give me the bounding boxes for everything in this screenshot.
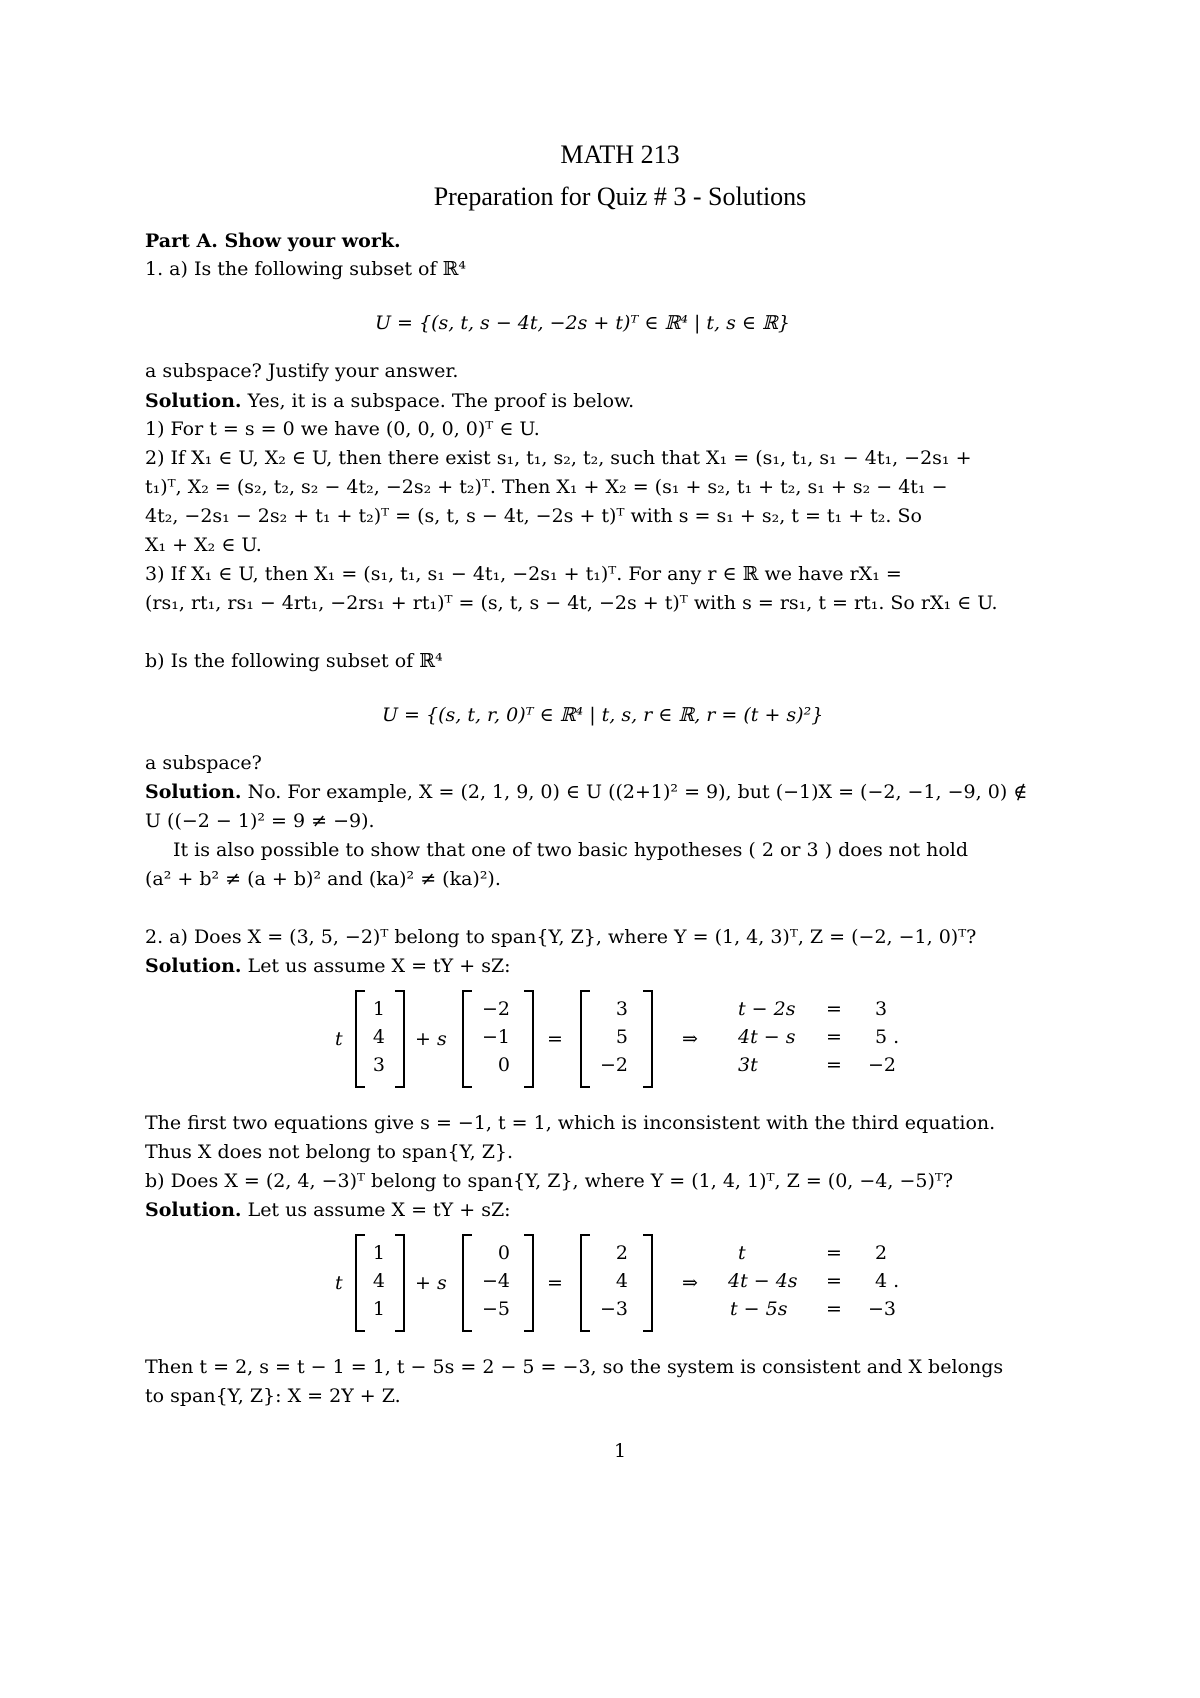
- q2a-result-line-2: Thus X does not belong to span{Y, Z}.: [145, 1141, 514, 1163]
- q2b-question: b) Does X = (2, 4, −3)ᵀ belong to span{Y, Z}, where Y = (1, 4, 1)ᵀ, Z = (0, −4, −5)ᵀ?: [145, 1170, 954, 1192]
- q1a-solution-line-8: (rs₁, rt₁, rs₁ − 4rt₁, −2rs₁ + rt₁)ᵀ = (s, t, s − 4t, −2s + t)ᵀ with s = rs₁, t = rt₁. So rX₁ ∈ U.: [145, 592, 998, 614]
- matrix-cell: 2: [615, 1242, 628, 1264]
- q1a-solution-line-6: X₁ + X₂ ∈ U.: [145, 534, 262, 556]
- q2b-result-line-1: Then t = 2, s = t − 1 = 1, t − 5s = 2 − 5 = −3, so the system is consistent and X belongs: [145, 1356, 1004, 1378]
- system-rhs: −2: [868, 1054, 897, 1076]
- solution-text: Let us assume X = tY + sZ:: [241, 955, 511, 977]
- system-eq: =: [826, 1026, 842, 1048]
- q2b-solution-line: [145, 1199, 511, 1221]
- matrix-cell: 1: [372, 998, 385, 1020]
- plus-s: + s: [415, 1272, 447, 1294]
- equals-sign: =: [547, 1028, 563, 1050]
- system-eq: =: [826, 1270, 842, 1292]
- q1b-solution-line-3: It is also possible to show that one of two basic hypotheses ( 2 or 3 ) does not hold: [173, 839, 969, 861]
- matrix-cell: 1: [372, 1242, 385, 1264]
- system-eq: =: [826, 1054, 842, 1076]
- system-eq: =: [826, 1298, 842, 1320]
- matrix-cell: 3: [615, 998, 628, 1020]
- right-bracket: [643, 990, 653, 1088]
- solution-text: Let us assume X = tY + sZ:: [241, 1199, 511, 1221]
- matrix-cell: −5: [481, 1298, 510, 1320]
- q1a-set-equation: U = {(s, t, s − 4t, −2s + t)ᵀ ∈ ℝ⁴ | t, s ∈ ℝ}: [375, 312, 790, 334]
- matrix-cell: −4: [481, 1270, 510, 1292]
- matrix-cell: 4: [372, 1026, 385, 1048]
- q2a-solution-line: [145, 955, 511, 977]
- right-bracket: [524, 990, 534, 1088]
- q1a-solution-line-5: 4t₂, −2s₁ − 2s₂ + t₁ + t₂)ᵀ = (s, t, s − 4t, −2s + t)ᵀ with s = s₁ + s₂, t = t₁ + t₂. So: [145, 505, 922, 527]
- system-lhs: t: [738, 1242, 746, 1264]
- system-rhs: 2: [875, 1242, 888, 1264]
- system-eq: =: [826, 998, 842, 1020]
- q1b-intro: b) Is the following subset of ℝ⁴: [145, 650, 443, 672]
- q1a-ask: a subspace? Justify your answer.: [145, 360, 459, 382]
- q1b-solution-line-4: (a² + b² ≠ (a + b)² and (ka)² ≠ (ka)²).: [145, 868, 501, 890]
- q1b-solution-line-1: [145, 781, 1027, 803]
- solution-text: No. For example, X = (2, 1, 9, 0) ∈ U ((2+1)² = 9), but (−1)X = (−2, −1, −9, 0) ∉: [241, 781, 1028, 803]
- right-bracket: [395, 1234, 405, 1332]
- matrix-cell: 1: [372, 1298, 385, 1320]
- matrix-cell: 0: [497, 1054, 510, 1076]
- equals-sign: =: [547, 1272, 563, 1294]
- matrix-cell: 4: [615, 1270, 628, 1292]
- page-number: 1: [613, 1440, 627, 1462]
- q1b-solution-line-2: U ((−2 − 1)² = 9 ≠ −9).: [145, 810, 375, 832]
- q1a-solution-line-2: 1) For t = s = 0 we have (0, 0, 0, 0)ᵀ ∈ U.: [145, 418, 540, 440]
- system-lhs: t − 2s: [738, 998, 796, 1020]
- q1a-intro: 1. a) Is the following subset of ℝ⁴: [145, 258, 466, 280]
- right-bracket: [524, 1234, 534, 1332]
- matrix-cell: 5: [615, 1026, 628, 1048]
- q1a-solution-line-3: 2) If X₁ ∈ U, X₂ ∈ U, then there exist s₁, t₁, s₂, t₂, such that X₁ = (s₁, t₁, s₁ − 4t₁, −2s₁ +: [145, 447, 972, 469]
- system-eq: =: [826, 1242, 842, 1264]
- solution-label: Solution.: [145, 390, 242, 412]
- solution-label: Solution.: [145, 1199, 242, 1221]
- system-rhs: 3: [875, 998, 888, 1020]
- q2a-question: 2. a) Does X = (3, 5, −2)ᵀ belong to span{Y, Z}, where Y = (1, 4, 3)ᵀ, Z = (−2, −1, 0)ᵀ?: [145, 926, 977, 948]
- solution-text: Yes, it is a subspace. The proof is below.: [241, 390, 635, 412]
- q1b-set-equation: U = {(s, t, r, 0)ᵀ ∈ ℝ⁴ | t, s, r ∈ ℝ, r = (t + s)²}: [382, 704, 824, 726]
- solution-label: Solution.: [145, 781, 242, 803]
- matrix-cell: 3: [372, 1054, 385, 1076]
- matrix-cell: −3: [599, 1298, 628, 1320]
- q1a-solution-line-4: t₁)ᵀ, X₂ = (s₂, t₂, s₂ − 4t₂, −2s₂ + t₂)ᵀ. Then X₁ + X₂ = (s₁ + s₂, t₁ + t₂, s₁ + s₂ − 4t₁ −: [145, 476, 948, 498]
- coef-t: t: [335, 1272, 343, 1294]
- system-lhs: t − 5s: [730, 1298, 788, 1320]
- document-subtitle: Preparation for Quiz # 3 - Solutions: [433, 182, 807, 211]
- plus-s: + s: [415, 1028, 447, 1050]
- q1b-ask: a subspace?: [145, 752, 262, 774]
- system-rhs: −3: [868, 1298, 897, 1320]
- matrix-cell: −2: [599, 1054, 628, 1076]
- system-lhs: 4t − 4s: [728, 1270, 798, 1292]
- part-a-heading: Part A. Show your work.: [145, 230, 401, 252]
- system-lhs: 3t: [738, 1054, 758, 1076]
- course-title: MATH 213: [560, 140, 680, 169]
- system-lhs: 4t − s: [738, 1026, 796, 1048]
- q2b-result-line-2: to span{Y, Z}: X = 2Y + Z.: [145, 1385, 401, 1407]
- matrix-cell: 0: [497, 1242, 510, 1264]
- matrix-cell: −1: [481, 1026, 510, 1048]
- implies-arrow: ⇒: [682, 1028, 698, 1050]
- q2a-result-line-1: The first two equations give s = −1, t = 1, which is inconsistent with the third equation.: [145, 1112, 996, 1134]
- q1a-solution-line-1: [145, 390, 634, 412]
- matrix-cell: 4: [372, 1270, 385, 1292]
- right-bracket: [395, 990, 405, 1088]
- system-rhs: 5 .: [875, 1026, 900, 1048]
- q1a-solution-line-7: 3) If X₁ ∈ U, then X₁ = (s₁, t₁, s₁ − 4t₁, −2s₁ + t₁)ᵀ. For any r ∈ ℝ we have rX₁ =: [145, 563, 902, 585]
- system-rhs: 4 .: [875, 1270, 900, 1292]
- coef-t: t: [335, 1028, 343, 1050]
- matrix-cell: −2: [481, 998, 510, 1020]
- solution-label: Solution.: [145, 955, 242, 977]
- implies-arrow: ⇒: [682, 1272, 698, 1294]
- right-bracket: [643, 1234, 653, 1332]
